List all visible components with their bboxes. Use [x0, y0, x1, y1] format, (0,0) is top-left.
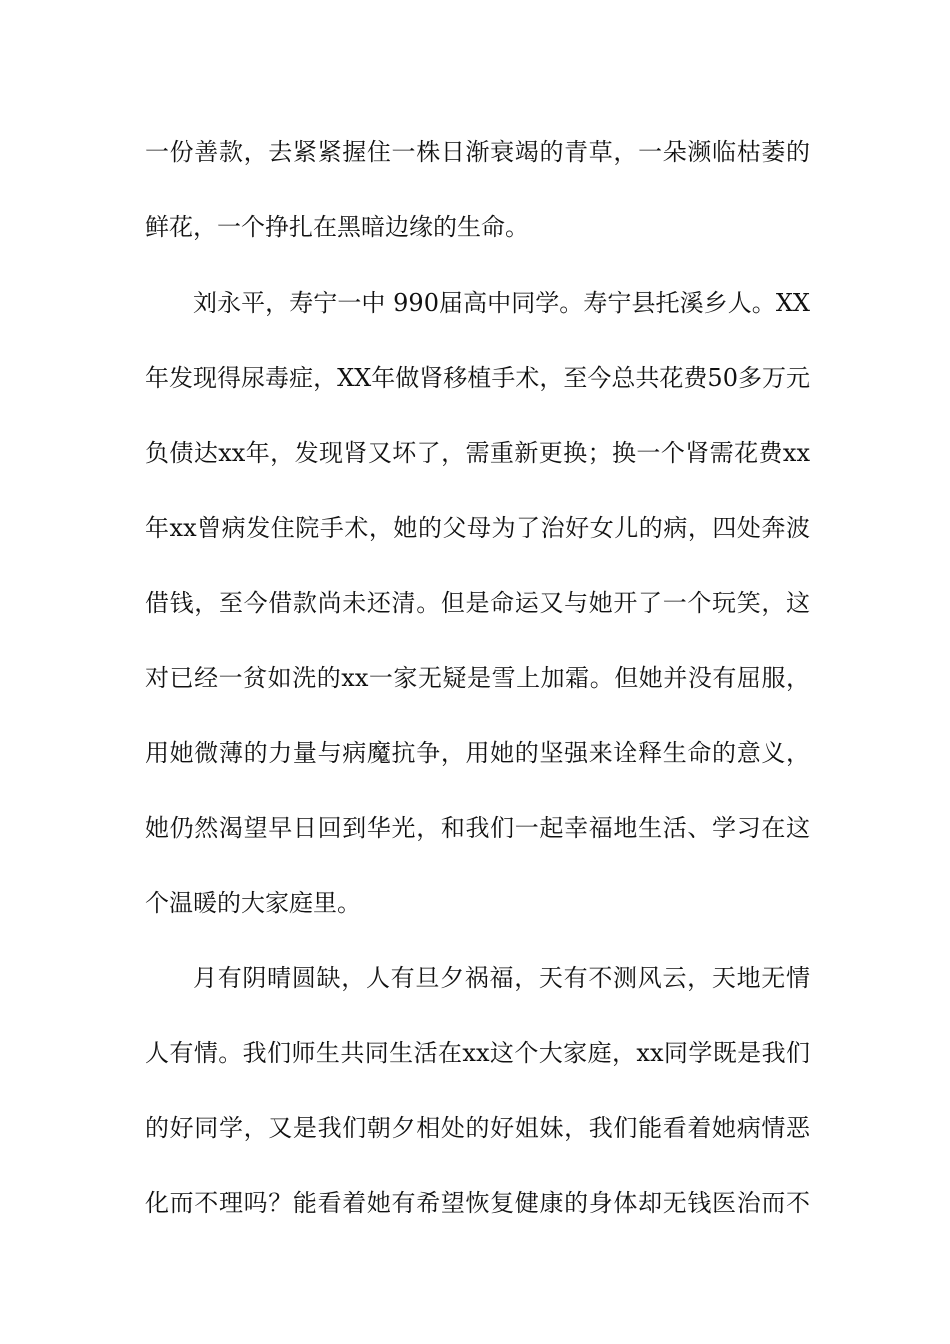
- text-line-9: 用她微薄的力量与病魔抗争，用她的坚强来诠释生命的意义，: [145, 739, 810, 767]
- text-line-3: 刘永平，寿宁一中 990届高中同学。寿宁县托溪乡人。XX: [193, 289, 810, 317]
- text-line-2: 鲜花，一个挣扎在黑暗边缘的生命。: [145, 213, 529, 241]
- text-line-12: 月有阴晴圆缺，人有旦夕祸福，天有不测风云，天地无情: [193, 964, 810, 992]
- text-line-11: 个温暖的大家庭里。: [145, 889, 361, 917]
- text-line-10: 她仍然渴望早日回到华光，和我们一起幸福地生活、学习在这: [145, 814, 810, 842]
- text-line-1: 一份善款，去紧紧握住一株日渐衰竭的青草，一朵濒临枯萎的: [145, 138, 810, 166]
- text-line-6: 年xx曾病发住院手术，她的父母为了治好女儿的病，四处奔波: [145, 514, 810, 542]
- text-line-15: 化而不理吗？能看着她有希望恢复健康的身体却无钱医治而不: [145, 1189, 810, 1217]
- text-line-8: 对已经一贫如洗的xx一家无疑是雪上加霜。但她并没有屈服，: [145, 664, 810, 692]
- text-line-7: 借钱，至今借款尚未还清。但是命运又与她开了一个玩笑，这: [145, 589, 810, 617]
- text-line-5: 负债达xx年，发现肾又坏了，需重新更换；换一个肾需花费xx: [145, 439, 810, 467]
- text-line-4: 年发现得尿毒症，XX年做肾移植手术，至今总共花费50多万元: [145, 364, 810, 392]
- text-line-13: 人有情。我们师生共同生活在xx这个大家庭，xx同学既是我们: [145, 1039, 810, 1067]
- text-line-14: 的好同学，又是我们朝夕相处的好姐妹，我们能看着她病情恶: [145, 1114, 810, 1142]
